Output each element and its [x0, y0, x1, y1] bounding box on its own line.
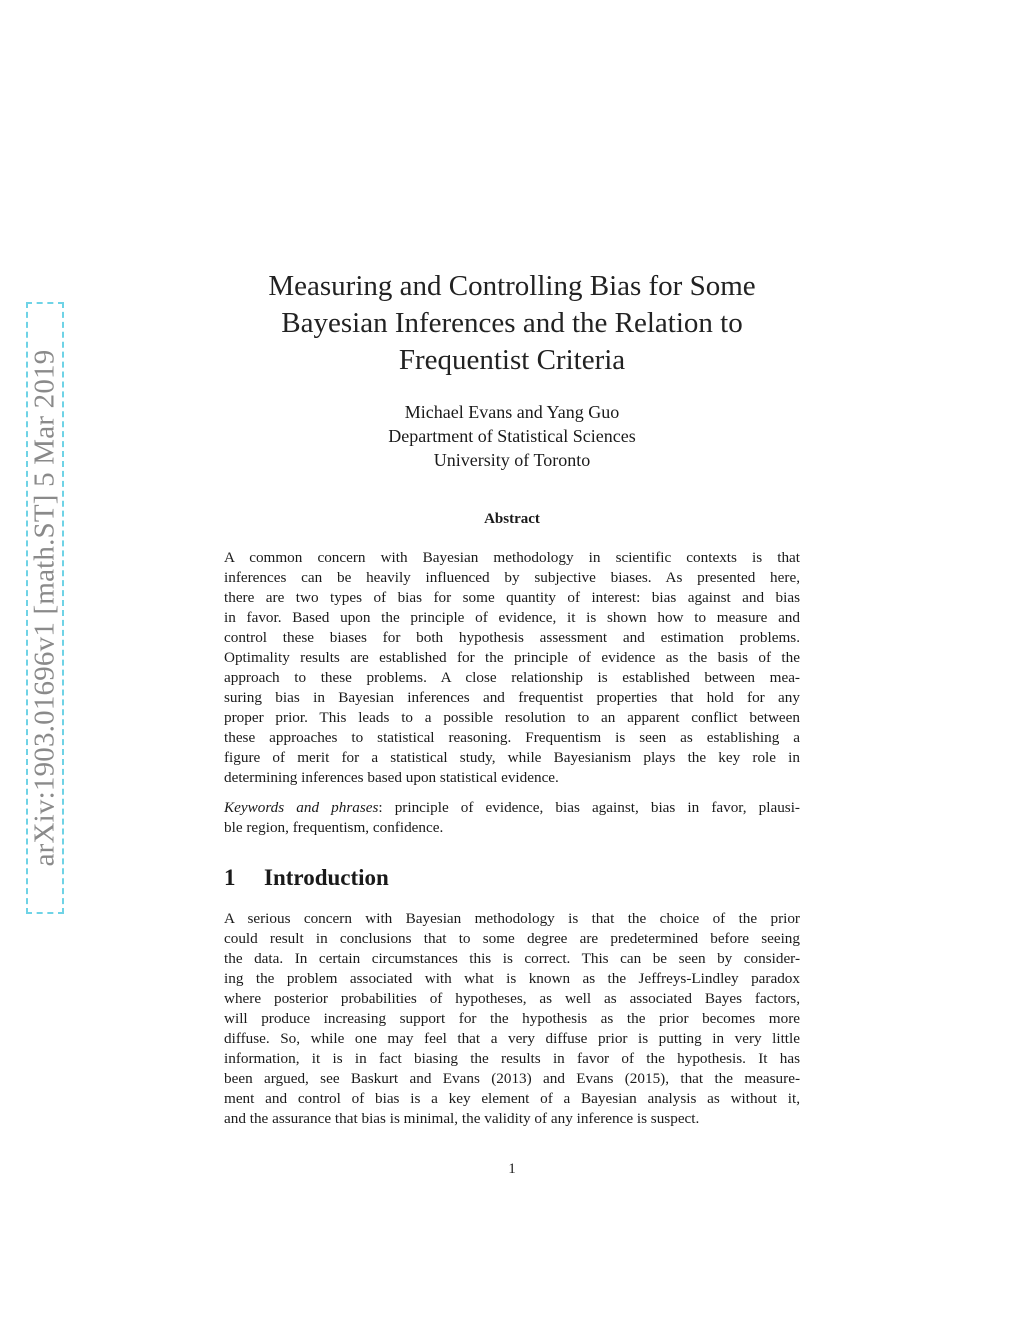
title-line: Bayesian Inferences and the Relation to	[281, 307, 743, 339]
intro-line: and the assurance that bias is minimal, the validity of any inference is suspect.	[224, 1110, 700, 1127]
author-names: Michael Evans and Yang Guo	[404, 402, 620, 422]
keywords-label: Keywords and phrases	[224, 799, 379, 816]
abstract-line: in favor. Based upon the principle of evidence, it is shown how to measure and	[224, 609, 800, 626]
keywords-block	[224, 798, 800, 838]
author-block	[224, 400, 800, 472]
intro-line: information, it is in fact biasing the results in favor of the hypothesis. It has	[224, 1050, 800, 1067]
introduction-body	[224, 909, 800, 1129]
intro-line: the data. In certain circumstances this is correct. This can be seen by consider-	[224, 950, 800, 967]
keywords-line	[224, 798, 800, 818]
abstract-line: A common concern with Bayesian methodology in scientific contexts is that	[224, 549, 800, 566]
abstract-heading: Abstract	[484, 511, 540, 527]
intro-line: where posterior probabilities of hypotheses, as well as associated Bayes factors,	[224, 990, 800, 1007]
section-number: 1	[224, 865, 236, 890]
title-line: Frequentist Criteria	[398, 344, 626, 376]
intro-line: been argued, see Baskurt and Evans (2013) and Evans (2015), that the measure-	[224, 1070, 800, 1087]
intro-line: A serious concern with Bayesian methodology is that the choice of the prior	[224, 910, 800, 927]
title-line: Measuring and Controlling Bias for Some	[268, 270, 756, 302]
arxiv-identifier: arXiv:1903.01696v1 [math.ST] 5 Mar 2019	[28, 349, 61, 867]
intro-line: will produce increasing support for the hypothesis as the prior becomes more	[224, 1010, 800, 1027]
intro-line: could result in conclusions that to some degree are predetermined before seeing	[224, 930, 800, 947]
abstract-line: approach to these problems. A close relationship is established between mea-	[224, 669, 800, 686]
intro-line: ment and control of bias is a key element of a Bayesian analysis as without it,	[224, 1090, 800, 1107]
abstract-line: suring bias in Bayesian inferences and frequentist properties that hold for any	[224, 689, 800, 706]
section-heading	[224, 865, 389, 891]
abstract-line: there are two types of bias for some quantity of interest: bias against and bias	[224, 589, 800, 606]
keywords-line-continued: ble region, frequentism, confidence.	[224, 819, 444, 836]
intro-line: ing the problem associated with what is known as the Jeffreys-Lindley paradox	[224, 970, 800, 987]
author-department: Department of Statistical Sciences	[388, 426, 636, 446]
abstract-line: these approaches to statistical reasoning. Frequentism is seen as establishing a	[224, 729, 800, 746]
abstract-line: figure of merit for a statistical study, while Bayesianism plays the key role in	[224, 749, 800, 766]
author-university: University of Toronto	[433, 450, 591, 470]
abstract-body	[224, 548, 800, 788]
abstract-line: determining inferences based upon statistical evidence.	[224, 769, 559, 786]
keywords-list: : principle of evidence, bias against, bias in favor, plausi-	[378, 799, 800, 816]
abstract-line: proper prior. This leads to a possible resolution to an apparent conflict between	[224, 709, 800, 726]
abstract-line: inferences can be heavily influenced by subjective biases. As presented here,	[224, 569, 800, 586]
abstract-line: Optimality results are established for the principle of evidence as the basis of the	[224, 649, 800, 666]
page-number: 1	[508, 1161, 516, 1177]
intro-line: diffuse. So, while one may feel that a very diffuse prior is putting in very little	[224, 1030, 800, 1047]
section-title: Introduction	[264, 865, 389, 890]
abstract-line: control these biases for both hypothesis assessment and estimation problems.	[224, 629, 800, 646]
paper-title	[224, 268, 800, 379]
